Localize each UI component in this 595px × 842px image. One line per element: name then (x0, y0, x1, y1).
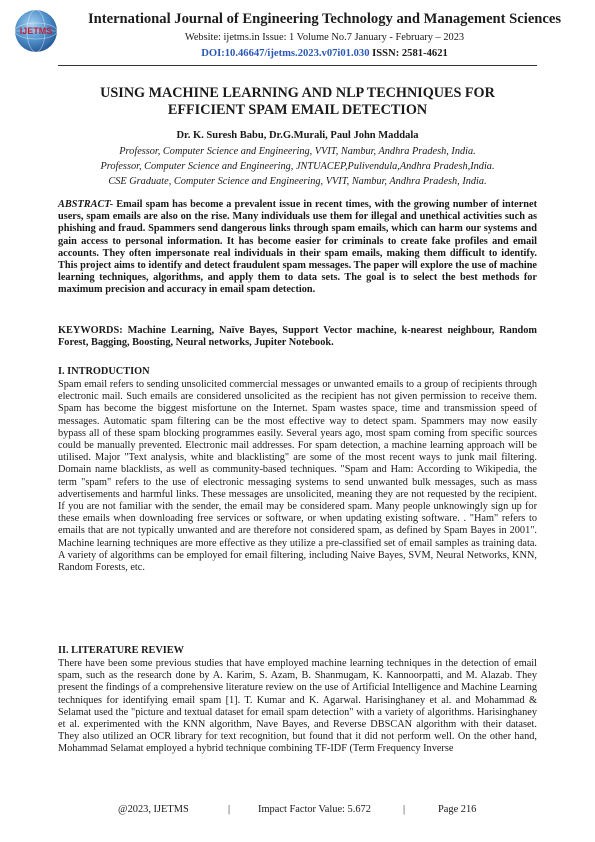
affiliations (40, 144, 555, 189)
title-line-2: EFFICIENT SPAM EMAIL DETECTION (167, 102, 428, 118)
section-heading-introduction: I. INTRODUCTION (58, 366, 150, 377)
journal-website-issue: Website: ijetms.in Issue: 1 Volume No.7 January - February – 2023 (184, 32, 465, 43)
footer-copyright: @2023, IJETMS (118, 804, 189, 815)
affiliation-2: Professor, Computer Science and Engineering, JNTUACEP,Pulivendula,Andhra Pradesh,India. (100, 161, 495, 172)
abstract-label: ABSTRACT- (58, 199, 114, 210)
section-body-literature-review: There have been some previous studies that have employed machine learning techniques in the detection of email spam, such as the research done by A. Karim, S. Azam, B. Shanmugam, K. Kannoorpatti, and M. Alazab. They present the findings of a comprehensive literature review on the use of Artificial Intelligence and Machine Learning techniques for identifying email spam [1]. T. Kumar and K. Agarwal. Harisinghaney et al. and Mohammad & Selamat used the "picture and textual dataset for email spam detection" with a variety of algorithms. Harisinghaney et al. experimented with the KNN algorithm, Nave Bayes, and Reverse DBSCAN algorithm with their dataset. They also utilized an OCR library for text recognition, but found that it did not perform well. On the other hand, Mohammad Selamat employed a hybrid technique combining TF-IDF (Term Frequency Inverse (58, 658, 537, 755)
doi-issn-line (62, 48, 587, 59)
abstract (58, 199, 537, 297)
journal-logo-icon (13, 8, 59, 54)
affiliation-1: Professor, Computer Science and Engineering, VVIT, Nambur, Andhra Pradesh, India. (119, 146, 476, 157)
section-body-introduction: Spam email refers to sending unsolicited commercial messages or unwanted emails to a group of recipients through electronic mail. Such emails are considered unsolicited as the recipient has not given permission to receive them. Spam has become the biggest misfortune on the Internet. Spam wastes space, time and transmission speed of messages. Automatic spam filtering can be the most effective way to detect spam. Spammers may now easily bypass all of these spam blocking programmes easily. Several years ago, most spam coming from specific sources could be manually prevented. Electronic mail addresses. For spam detection, a machine learning approach will be utilised. Major "Text analysis, white and blacklisting" are some of the most recent ways to junk mail filtering. Domain name blacklists, as well as community-based techniques. "Spam and Ham: According to Wikipedia, the term "spam" refers to the use of electronic messaging systems to send unwanted bulk messages, such as mass advertisements and harmful links. These messages are unsolicited, meaning they are not requested by the recipient. If you are not familiar with the sender, the email may be considered spam. Many people unknowingly sign up for these emails when downloading free services or software, or when updating existing software. . "Ham" refers to emails that are not typically unwanted and are therefore not considered spam, as defined by Spam Bayes in 2001". Machine learning techniques are more effective as they utilize a pre-classified set of email samples as training data. A variety of algorithms can be employed for email filtering, including Naive Bayes, SVM, Neural Networks, KNN, Random Forests, etc. (58, 379, 537, 574)
author-list: Dr. K. Suresh Babu, Dr.G.Murali, Paul John Maddala (176, 130, 419, 141)
section-heading-literature-review: II. LITERATURE REVIEW (58, 645, 184, 656)
logo-text: IJETMS (19, 26, 53, 36)
header-divider (58, 65, 537, 66)
paper-title (40, 85, 555, 119)
footer-page-number: Page 216 (438, 804, 477, 815)
footer-separator: | (228, 804, 231, 815)
keywords-label: KEYWORDS: (58, 325, 123, 336)
doi-link[interactable]: DOI:10.46647/ijetms.2023.v07i01.030 (201, 48, 370, 59)
abstract-text: Email spam has become a prevalent issue in recent times, with the growing number of internet users, spam emails are also on the rise. Many individuals use them for illegal and unethical activities such as phishing and fraud. Spammers send dangerous links through spam emails, which can harm our systems and gain access to personal information. It has become easier for criminals to create fake profiles and email accounts. They often impersonate real individuals in their spam emails, making them difficult to identify. This project aims to identify and detect fraudulent spam messages. The paper will explore the use of machine learning techniques, algorithms, and apply them to data sets. The goal is to select the best methods for maximum precision and accuracy in email spam detection. (58, 199, 537, 296)
footer-impact-factor: Impact Factor Value: 5.672 (258, 804, 371, 815)
issn: ISSN: 2581-4621 (372, 48, 448, 59)
affiliation-3: CSE Graduate, Computer Science and Engineering, VVIT, Nambur, Andhra Pradesh, India. (108, 176, 487, 187)
journal-name: International Journal of Engineering Technology and Management Sciences (87, 11, 562, 27)
title-line-1: USING MACHINE LEARNING AND NLP TECHNIQUES FOR (100, 85, 495, 101)
footer-separator: | (403, 804, 406, 815)
keywords (58, 325, 537, 349)
keywords-text: Machine Learning, Naïve Bayes, Support Vector machine, k-nearest neighbour, Random Forest, Bagging, Boosting, Neural networks, Jupiter Notebook. (58, 325, 537, 349)
